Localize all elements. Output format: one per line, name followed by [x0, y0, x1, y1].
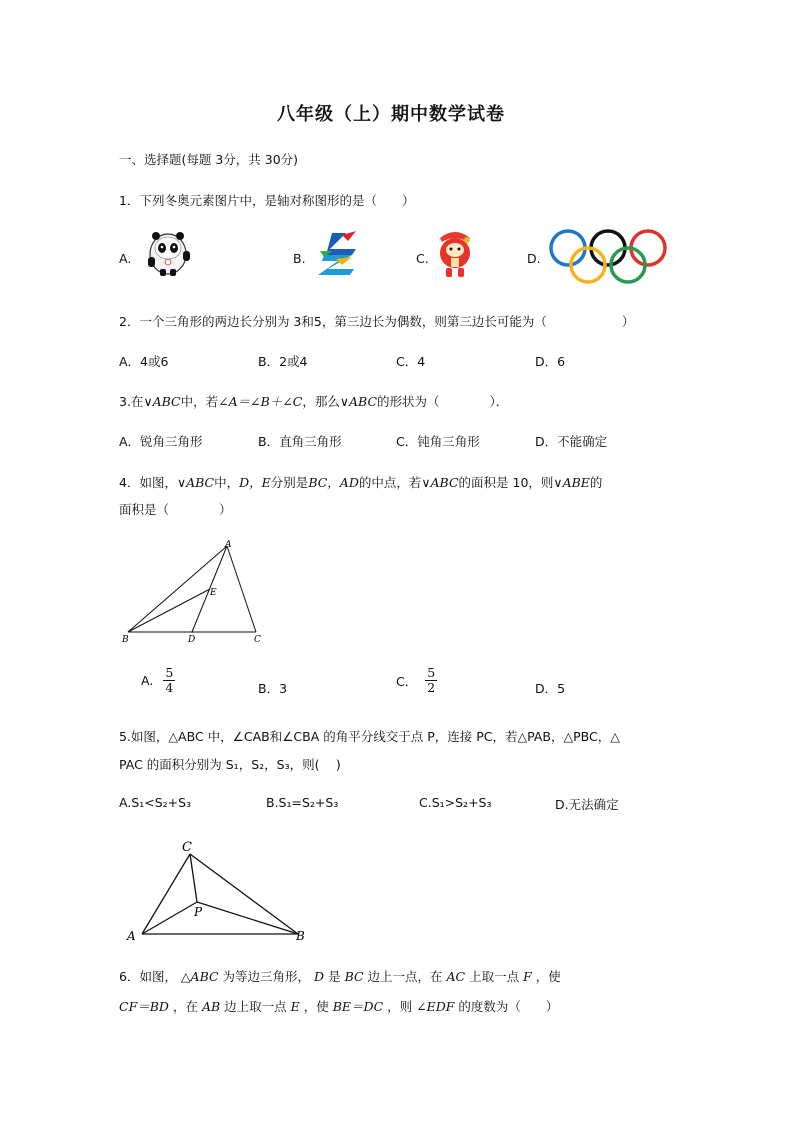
q3-text-post: 的形状为（ ）． — [377, 394, 509, 409]
question-4-stem-line1 — [119, 473, 602, 491]
page-title: 八年级（上）期中数学试卷 — [277, 104, 505, 125]
q6-text-a: 6．如图， — [119, 969, 177, 984]
q6-text-i: ，使 — [303, 999, 329, 1014]
q5-option-d: D.无法确定 — [555, 797, 619, 812]
q6-text-f: ，使 — [535, 969, 561, 984]
q1-option-d-label: D. — [527, 251, 541, 266]
q4-triangle-abc: ∨ABC — [176, 475, 215, 490]
q6-segment-bc: BC — [344, 969, 364, 984]
question-6-stem-line1 — [119, 967, 561, 985]
q6-triangle-abc: △ABC — [180, 969, 219, 984]
q4-label-d: D — [188, 635, 196, 645]
q2-option-b: B．2或4 — [258, 354, 308, 369]
q4-points-de: D，E — [239, 475, 271, 490]
q6-point-d: D — [314, 969, 325, 984]
fraction-numerator: 5 — [165, 665, 174, 680]
q1-option-a-label: A. — [119, 251, 132, 266]
q6-text-e: 上取一点 — [469, 969, 520, 984]
fraction-denominator: 4 — [165, 680, 174, 696]
q3-triangle-abc: ∨ABC — [143, 394, 181, 409]
q6-text-g: ，在 — [172, 999, 198, 1014]
q1-option-b-label: B. — [293, 251, 306, 266]
olympic-ring — [571, 248, 605, 282]
q3-option-d: D．不能确定 — [535, 434, 608, 449]
q4-text-c: 分别是 — [270, 475, 309, 490]
olympic-rings-icon — [547, 228, 671, 286]
q3-option-c: C．钝角三角形 — [396, 434, 480, 449]
q4-text-a: 4．如图， — [119, 475, 177, 490]
fraction-denominator: 2 — [427, 680, 436, 696]
q4-label-b: B — [122, 635, 129, 645]
section-heading: 一、选择题(每题 3分，共 30分) — [119, 152, 299, 167]
panda-mascot-icon — [138, 227, 198, 277]
q6-text-j: ，则 — [387, 999, 413, 1014]
q3-option-a: A．锐角三角形 — [119, 434, 203, 449]
q5-option-b: B.S₁=S₂+S₃ — [266, 795, 339, 810]
question-2-stem: 2．一个三角形的两边长分别为 3和5，第三边长为偶数，则第三边长可能为（ ） — [119, 314, 635, 329]
q6-point-e: E — [290, 999, 300, 1014]
q5-label-b: B — [296, 929, 305, 943]
q4-text-e: 的面积是 10，则 — [458, 475, 554, 490]
q4-option-b: B．3 — [258, 681, 288, 696]
q4-triangle-abe: ∨ABE — [553, 475, 590, 490]
q3-angle-condition: ∠A＝∠B＋∠C — [218, 394, 303, 409]
q4-option-a-label: A. — [141, 673, 154, 689]
q6-segment-ab: AB — [201, 999, 221, 1014]
q5-option-c: C.S₁>S₂+S₃ — [419, 795, 492, 810]
q4-option-d: D．5 — [535, 681, 566, 696]
q3-text-mid1: 中，若 — [180, 394, 219, 409]
olympic-ring — [631, 231, 665, 265]
q4-label-c: C — [254, 635, 261, 645]
q6-text-h: 边上取一点 — [224, 999, 287, 1014]
q1-option-c-label: C. — [416, 251, 429, 266]
q4-triangle-abc-2: ∨ABC — [421, 475, 459, 490]
question-1-stem: 1．下列冬奥元素图片中，是轴对称图形的是（ ） — [119, 193, 415, 208]
olympic-ring — [611, 248, 645, 282]
q4-option-a — [141, 666, 175, 696]
q6-angle-edf: ∠EDF — [416, 999, 455, 1014]
question-4-stem-line2: 面积是（ ） — [119, 502, 232, 517]
lantern-mascot-icon — [434, 228, 476, 280]
q4-label-a: A — [225, 540, 232, 550]
q4-label-e: E — [210, 588, 217, 598]
q4-triangle-figure — [118, 538, 268, 648]
q6-text-b: 为等边三角形， — [222, 969, 311, 984]
q2-option-c: C．4 — [396, 354, 426, 369]
q5-triangle-figure — [124, 835, 314, 947]
winter-games-emblem-icon — [312, 229, 368, 277]
q4-segments: BC，AD — [308, 475, 359, 490]
q5-label-a: A — [127, 929, 136, 943]
q4-option-c-fraction — [425, 666, 437, 696]
q4-option-c — [396, 666, 437, 696]
question-6-stem-line2 — [119, 997, 558, 1015]
q3-triangle-abc-2: ∨ABC — [339, 394, 378, 409]
question-3-stem — [119, 392, 508, 410]
q6-text-c: 是 — [328, 969, 341, 984]
q3-text-pre: 3.在 — [119, 394, 144, 409]
question-5-stem-line2: PAC 的面积分别为 S₁，S₂，S₃，则( ) — [119, 757, 341, 772]
q2-option-a: A．4或6 — [119, 354, 169, 369]
q6-segment-ac: AC — [446, 969, 466, 984]
q4-option-c-label: C． — [396, 673, 418, 689]
q4-text-b: 中， — [214, 475, 240, 490]
q5-option-a: A.S₁<S₂+S₃ — [119, 795, 192, 810]
q2-option-d: D．6 — [535, 354, 566, 369]
q5-label-p: P — [194, 905, 203, 919]
q4-text-f: 的 — [589, 475, 603, 490]
q4-text-d: 的中点，若 — [358, 475, 422, 490]
q6-point-f: F — [523, 969, 532, 984]
olympic-ring — [551, 231, 585, 265]
olympic-ring — [591, 231, 625, 265]
q4-option-a-fraction — [163, 666, 175, 696]
q3-option-b: B．直角三角形 — [258, 434, 342, 449]
q6-text-k: 的度数为（ ） — [458, 999, 559, 1014]
fraction-numerator: 5 — [427, 665, 436, 680]
question-5-stem-line1: 5.如图，△ABC 中，∠CAB和∠CBA 的角平分线交于点 P，连接 PC，若△PAB，△PBC，△ — [119, 729, 620, 744]
q6-text-d: 边上一点，在 — [367, 969, 443, 984]
q3-text-mid2: ，那么 — [302, 394, 340, 409]
q5-label-c: C — [182, 840, 192, 855]
q6-equation-1: CF＝BD — [119, 999, 169, 1014]
q6-equation-2: BE＝DC — [332, 999, 384, 1014]
